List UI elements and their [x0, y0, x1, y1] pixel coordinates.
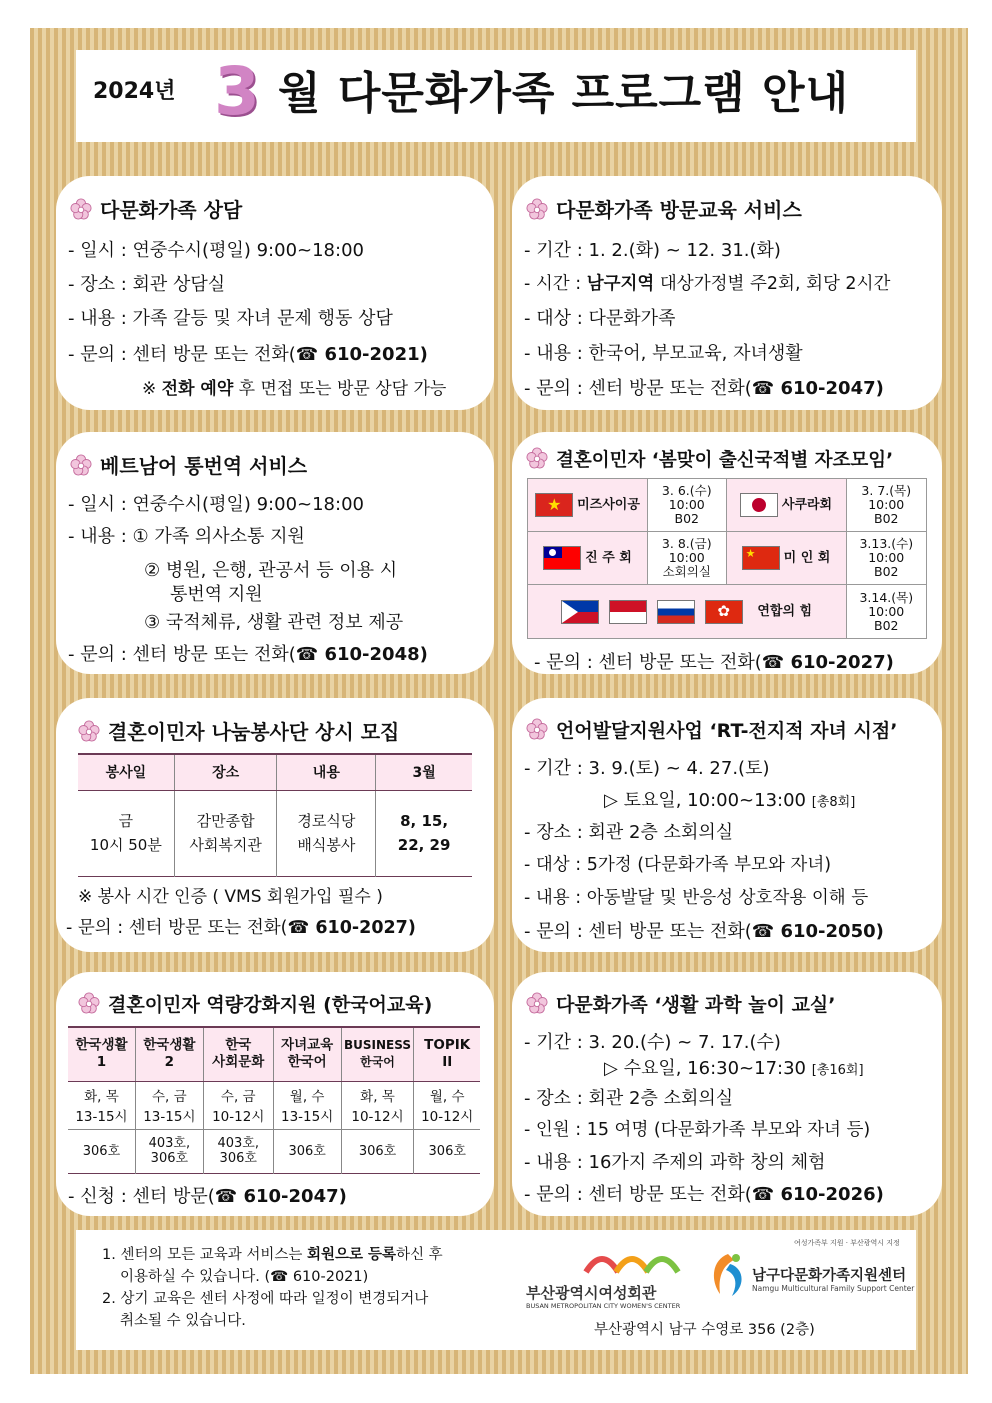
counsel-box	[56, 176, 494, 410]
volunteer-title-row	[78, 716, 399, 745]
class-days: 화, 목 13-15시	[75, 1089, 128, 1125]
counsel-place: - 장소 : 회관 상담실	[68, 274, 226, 295]
counsel-date: - 일시 : 연중수시(평일) 9:00~18:00	[68, 240, 364, 261]
class-room: 403호, 306호	[203, 1129, 273, 1173]
science-title-row	[526, 990, 836, 1017]
note-1: 1. 센터의 모든 교육과 서비스는 회원으로 등록하신 후	[102, 1247, 443, 1263]
selfhelp-title-row	[526, 446, 893, 472]
china-flag-icon: ★	[742, 546, 780, 570]
class-room: 306호	[82, 1143, 121, 1159]
title-banner	[76, 50, 916, 142]
note-2: 2. 상기 교육은 센터 사정에 따라 일정이 변경되거나	[102, 1291, 429, 1307]
vietnam-flag-icon: ★	[535, 493, 573, 517]
vietnam-phone: ☎ 610-2048)	[295, 644, 428, 665]
vietnam-title-row	[70, 450, 307, 479]
selfhelp-title: 결혼이민자 ‘봄맞이 출신국적별 자조모임’	[556, 450, 894, 471]
class-days: 월, 수 10-12시	[414, 1081, 480, 1129]
language-title: 언어발달지원사업 ‘RT-전지적 자녀 시점’	[556, 720, 898, 742]
volunteer-work: 경로식당 배식봉사	[277, 790, 376, 876]
science-people: - 인원 : 15 여명 (다문화가족 부모와 자녀 등)	[524, 1120, 871, 1140]
womens-center-logo-icon	[582, 1242, 686, 1276]
namgu-center-logo-icon	[708, 1250, 748, 1298]
volunteer-day: 금 10시 50분	[89, 812, 162, 854]
language-title-row	[526, 716, 897, 743]
science-contact: - 문의 : 센터 방문 또는 전화(☎ 610-2026)	[524, 1184, 884, 1205]
korean-title-row	[78, 990, 432, 1017]
vietnam-content-2: ② 병원, 은행, 관공서 등 이용 시	[144, 560, 398, 581]
visit-target: - 대상 : 다문화가족	[524, 308, 676, 329]
language-contact: - 문의 : 센터 방문 또는 전화(☎ 610-2050)	[524, 921, 884, 942]
volunteer-table	[78, 753, 472, 877]
class-days: 수, 금 13-15시	[135, 1081, 203, 1129]
flower-icon	[526, 198, 548, 220]
group-name: 미 인 회	[783, 550, 831, 566]
flower-icon	[78, 992, 100, 1014]
namgu-center-name-en: Namgu Multicultural Family Support Center	[752, 1284, 915, 1293]
class-room: 306호	[414, 1129, 480, 1173]
indonesia-flag-icon	[609, 600, 647, 624]
flower-icon	[526, 718, 548, 740]
class-room: 306호	[341, 1129, 414, 1173]
selfhelp-contact: - 문의 : 센터 방문 또는 전화(☎ 610-2027)	[534, 652, 894, 673]
col-header: 한국생활 2	[135, 1027, 203, 1081]
volunteer-box	[56, 698, 494, 952]
counsel-note: ※ 전화 예약 후 면접 또는 방문 상담 가능	[142, 379, 447, 399]
flower-icon	[78, 720, 100, 742]
group-name: 사쿠라회	[781, 497, 833, 513]
group-name: 진 주 회	[585, 550, 632, 566]
volunteer-note: ※ 봉사 시간 인증 ( VMS 회원가입 필수 )	[78, 887, 383, 907]
russia-flag-icon	[657, 600, 695, 624]
vietnam-title: 베트남어 통번역 서비스	[100, 454, 308, 478]
title-year: 2024년	[93, 79, 176, 104]
vietnam-content-1: - 내용 : ① 가족 의사소통 지원	[68, 526, 305, 547]
flower-icon	[526, 992, 548, 1014]
science-phone: ☎ 610-2026)	[751, 1184, 884, 1205]
japan-flag-icon	[740, 493, 778, 517]
counsel-title-row	[70, 194, 242, 223]
col-header: 내용	[277, 754, 376, 790]
col-header: 한국생활 1	[68, 1027, 135, 1081]
visit-time: - 시간 : 남구지역 대상가정별 주2회, 회당 2시간	[524, 274, 891, 294]
footer-note	[76, 1230, 916, 1350]
womens-center-name-en: BUSAN METROPOLITAN CITY WOMEN'S CENTER	[526, 1302, 681, 1310]
womens-center-name: 부산광역시여성회관	[526, 1284, 657, 1302]
title-month: 3	[214, 53, 260, 130]
vietnam-contact: - 문의 : 센터 방문 또는 전화(☎ 610-2048)	[68, 644, 428, 665]
col-header: BUSINESS 한국어	[341, 1027, 414, 1081]
korean-phone: ☎ 610-2047)	[214, 1186, 347, 1207]
language-box	[512, 698, 942, 952]
note-1b: 이용하실 수 있습니다. (☎ 610-2021)	[120, 1269, 369, 1285]
flower-icon	[526, 447, 548, 469]
center-address: 부산광역시 남구 수영로 356 (2층)	[594, 1322, 815, 1338]
hongkong-flag-icon: ✿	[705, 600, 743, 624]
group-cell	[528, 479, 648, 532]
language-content: - 내용 : 아동발달 및 반응성 상호작용 이해 등	[524, 888, 869, 908]
class-days: 수, 금 10-12시	[203, 1081, 273, 1129]
volunteer-title: 결혼이민자 나눔봉사단 상시 모집	[108, 720, 400, 744]
language-target: - 대상 : 5가정 (다문화가족 부모와 자녀)	[524, 855, 832, 875]
volunteer-place: 감만종합 사회복지관	[174, 790, 277, 876]
visit-title: 다문화가족 방문교육 서비스	[556, 198, 802, 222]
philippines-flag-icon	[561, 600, 599, 624]
group-name: 미즈사이공	[577, 497, 640, 513]
group-cell	[528, 585, 847, 639]
language-period: - 기간 : 3. 9.(토) ~ 4. 27.(토)	[524, 758, 770, 779]
korean-title: 결혼이민자 역량강화지원 (한국어교육)	[108, 994, 433, 1016]
volunteer-phone: ☎ 610-2027)	[287, 918, 416, 938]
science-box	[512, 972, 942, 1216]
counsel-phone: ☎ 610-2021)	[295, 344, 428, 365]
volunteer-contact: - 문의 : 센터 방문 또는 전화(☎ 610-2027)	[66, 918, 416, 938]
vietnam-date: - 일시 : 연중수시(평일) 9:00~18:00	[68, 494, 364, 515]
vietnam-content-3: ③ 국적체류, 생활 관련 정보 제공	[144, 612, 404, 633]
selfhelp-box	[512, 432, 942, 674]
group-schedule: 3.14.(목) 10:00 B02	[846, 585, 926, 639]
science-period: - 기간 : 3. 20.(수) ~ 7. 17.(수)	[524, 1032, 781, 1053]
counsel-title: 다문화가족 상담	[100, 198, 243, 222]
group-cell	[528, 532, 648, 585]
visit-contact: - 문의 : 센터 방문 또는 전화(☎ 610-2047)	[524, 378, 884, 399]
visit-box	[512, 176, 942, 410]
note-2b: 취소될 수 있습니다.	[120, 1313, 246, 1329]
science-sub: ▷ 수요일, 16:30~17:30 [총16회]	[604, 1058, 864, 1079]
taiwan-flag-icon	[543, 546, 581, 570]
visit-phone: ☎ 610-2047)	[751, 378, 884, 399]
group-schedule: 3. 6.(수) 10:00 B02	[648, 479, 726, 532]
language-phone: ☎ 610-2050)	[751, 921, 884, 942]
group-schedule: 3. 8.(금) 10:00 소회의실	[648, 532, 726, 585]
col-header: 3월	[376, 754, 472, 790]
class-days: 월, 수 13-15시	[273, 1081, 341, 1129]
flower-icon	[70, 198, 92, 220]
group-schedule: 3.13.(수) 10:00 B02	[846, 532, 926, 585]
col-header: 봉사일	[78, 754, 174, 790]
science-title: 다문화가족 ‘생활 과학 놀이 교실’	[556, 994, 836, 1016]
class-days: 화, 목 10-12시	[341, 1081, 414, 1129]
korean-table	[68, 1026, 480, 1174]
science-place: - 장소 : 회관 2층 소회의실	[524, 1088, 734, 1109]
vietnam-content-2b: 통번역 지원	[170, 584, 263, 605]
volunteer-dates: 8, 15, 22, 29	[376, 790, 472, 876]
col-header: TOPIK II	[414, 1027, 480, 1081]
namgu-center-logo	[708, 1238, 915, 1314]
korean-apply: - 신청 : 센터 방문(☎ 610-2047)	[68, 1186, 347, 1207]
science-content: - 내용 : 16가지 주제의 과학 창의 체험	[524, 1152, 826, 1173]
footer-notes	[102, 1244, 443, 1332]
col-header: 자녀교육 한국어	[273, 1027, 341, 1081]
class-room: 306호	[273, 1129, 341, 1173]
selfhelp-phone: ☎ 610-2027)	[761, 652, 894, 673]
korean-box	[56, 972, 494, 1216]
visit-period: - 기간 : 1. 2.(화) ~ 12. 31.(화)	[524, 240, 781, 261]
group-cell	[726, 532, 846, 585]
vietnam-box	[56, 432, 494, 674]
selfhelp-table	[527, 478, 927, 639]
counsel-contact: - 문의 : 센터 방문 또는 전화(☎ 610-2021)	[68, 344, 428, 365]
visit-title-row	[526, 194, 802, 223]
language-place: - 장소 : 회관 2층 소회의실	[524, 822, 734, 843]
namgu-center-top: 여성가족부 지원 · 부산광역시 지정	[794, 1239, 900, 1247]
group-cell	[726, 479, 846, 532]
language-sub: ▷ 토요일, 10:00~13:00 [총8회]	[604, 790, 856, 811]
womens-center-logo	[526, 1242, 702, 1312]
visit-content: - 내용 : 한국어, 부모교육, 자녀생활	[524, 343, 803, 364]
group-name: 연합의 힘	[757, 604, 813, 619]
counsel-content: - 내용 : 가족 갈등 및 자녀 문제 행동 상담	[68, 308, 393, 329]
group-schedule: 3. 7.(목) 10:00 B02	[846, 479, 926, 532]
col-header: 장소	[174, 754, 277, 790]
namgu-center-name: 남구다문화가족지원센터	[752, 1268, 907, 1284]
class-room: 403호, 306호	[135, 1129, 203, 1173]
page-title: 월 다문화가족 프로그램 안내	[278, 68, 850, 119]
col-header: 한국 사회문화	[203, 1027, 273, 1081]
flower-icon	[70, 454, 92, 476]
